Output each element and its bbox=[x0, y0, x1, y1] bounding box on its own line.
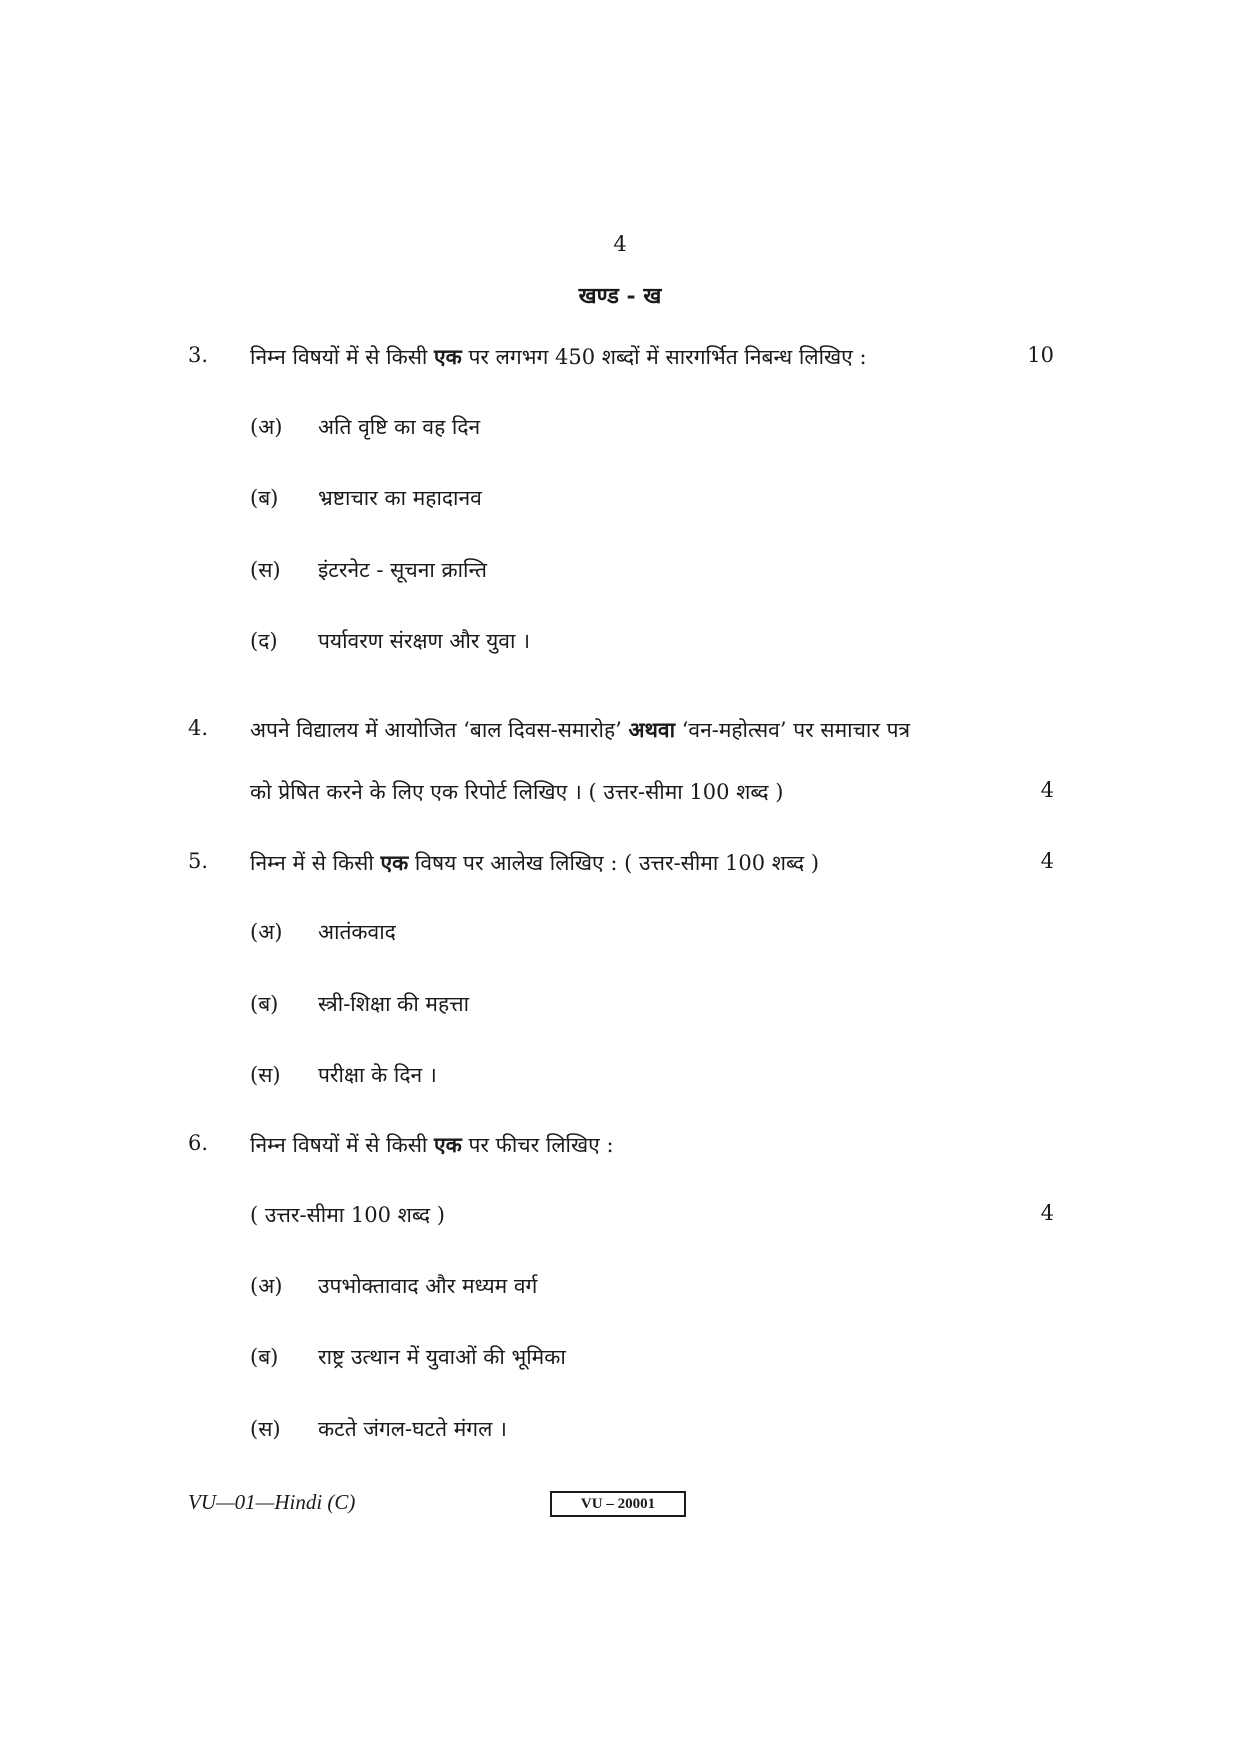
page-number: 4 bbox=[613, 232, 627, 256]
option-item bbox=[250, 1272, 537, 1300]
option-label: (अ) bbox=[250, 1274, 283, 1298]
option-item bbox=[250, 484, 482, 512]
option-label: (स) bbox=[250, 1417, 281, 1441]
question-emphasis: एक bbox=[380, 850, 409, 875]
question-marks: 10 bbox=[1027, 343, 1054, 367]
option-text: राष्ट्र उत्थान में युवाओं की भूमिका bbox=[318, 1345, 566, 1369]
word-limit: ( उत्तर-सीमा 100 शब्द ) bbox=[250, 1203, 445, 1227]
option-item bbox=[250, 918, 396, 946]
paper-code: VU—01—Hindi (C) bbox=[188, 1490, 356, 1514]
question-number: 5. bbox=[188, 849, 209, 873]
question-text-part: ‘वन-महोत्सव’ पर समाचार पत्र bbox=[675, 718, 911, 742]
option-text: परीक्षा के दिन । bbox=[318, 1063, 437, 1087]
question-number: 4. bbox=[188, 716, 209, 740]
section-title: खण्ड - ख bbox=[578, 283, 662, 309]
option-item bbox=[250, 1061, 437, 1089]
question-text-part: विषय पर आलेख लिखिए : ( उत्तर-सीमा 100 शब्द ) bbox=[408, 851, 820, 875]
option-item bbox=[250, 1415, 507, 1443]
question-text bbox=[250, 716, 910, 744]
question-text-part: निम्न विषयों में से किसी bbox=[250, 1133, 435, 1157]
option-label: (ब) bbox=[250, 992, 279, 1016]
question-emphasis: अथवा bbox=[628, 717, 676, 742]
option-text: आतंकवाद bbox=[318, 920, 396, 944]
option-item bbox=[250, 990, 469, 1018]
option-item bbox=[250, 556, 487, 584]
question-text-line2: को प्रेषित करने के लिए एक रिपोर्ट लिखिए । ( उत्तर-सीमा 100 शब्द ) bbox=[250, 780, 784, 804]
question-text bbox=[250, 343, 867, 371]
option-label: (अ) bbox=[250, 415, 283, 439]
question-text bbox=[250, 849, 819, 877]
option-text: पर्यावरण संरक्षण और युवा । bbox=[318, 629, 531, 653]
question-text-part: पर लगभग 450 शब्दों में सारगर्भित निबन्ध लिखिए : bbox=[461, 345, 867, 369]
question-text-part: निम्न विषयों में से किसी bbox=[250, 345, 435, 369]
question-text-part: अपने विद्यालय में आयोजित ‘बाल दिवस-समारोह’ bbox=[250, 718, 629, 742]
option-item bbox=[250, 1343, 566, 1371]
question-marks: 4 bbox=[1040, 849, 1054, 873]
option-text: उपभोक्तावाद और मध्यम वर्ग bbox=[318, 1274, 538, 1298]
question-text bbox=[250, 1131, 614, 1159]
question-number: 3. bbox=[188, 343, 209, 367]
option-item bbox=[250, 627, 530, 655]
question-text-part: पर फीचर लिखिए : bbox=[461, 1133, 614, 1157]
option-text: स्त्री-शिक्षा की महत्ता bbox=[318, 992, 470, 1016]
option-text: इंटरनेट - सूचना क्रान्ति bbox=[318, 558, 487, 582]
option-label: (द) bbox=[250, 629, 278, 653]
option-text: कटते जंगल-घटते मंगल । bbox=[318, 1417, 507, 1441]
question-emphasis: एक bbox=[434, 1132, 462, 1157]
question-emphasis: एक bbox=[434, 344, 462, 369]
option-label: (अ) bbox=[250, 920, 283, 944]
option-label: (स) bbox=[250, 558, 281, 582]
option-text: अति वृष्टि का वह दिन bbox=[318, 415, 481, 439]
option-label: (ब) bbox=[250, 1345, 279, 1369]
option-label: (ब) bbox=[250, 486, 279, 510]
option-item bbox=[250, 413, 480, 441]
question-text-part: निम्न में से किसी bbox=[250, 851, 381, 875]
question-marks: 4 bbox=[1040, 1201, 1054, 1225]
option-text: भ्रष्टाचार का महादानव bbox=[318, 486, 482, 510]
question-number: 6. bbox=[188, 1131, 209, 1155]
paper-code-box: VU – 20001 bbox=[550, 1491, 686, 1517]
option-label: (स) bbox=[250, 1063, 281, 1087]
question-marks: 4 bbox=[1040, 778, 1054, 802]
